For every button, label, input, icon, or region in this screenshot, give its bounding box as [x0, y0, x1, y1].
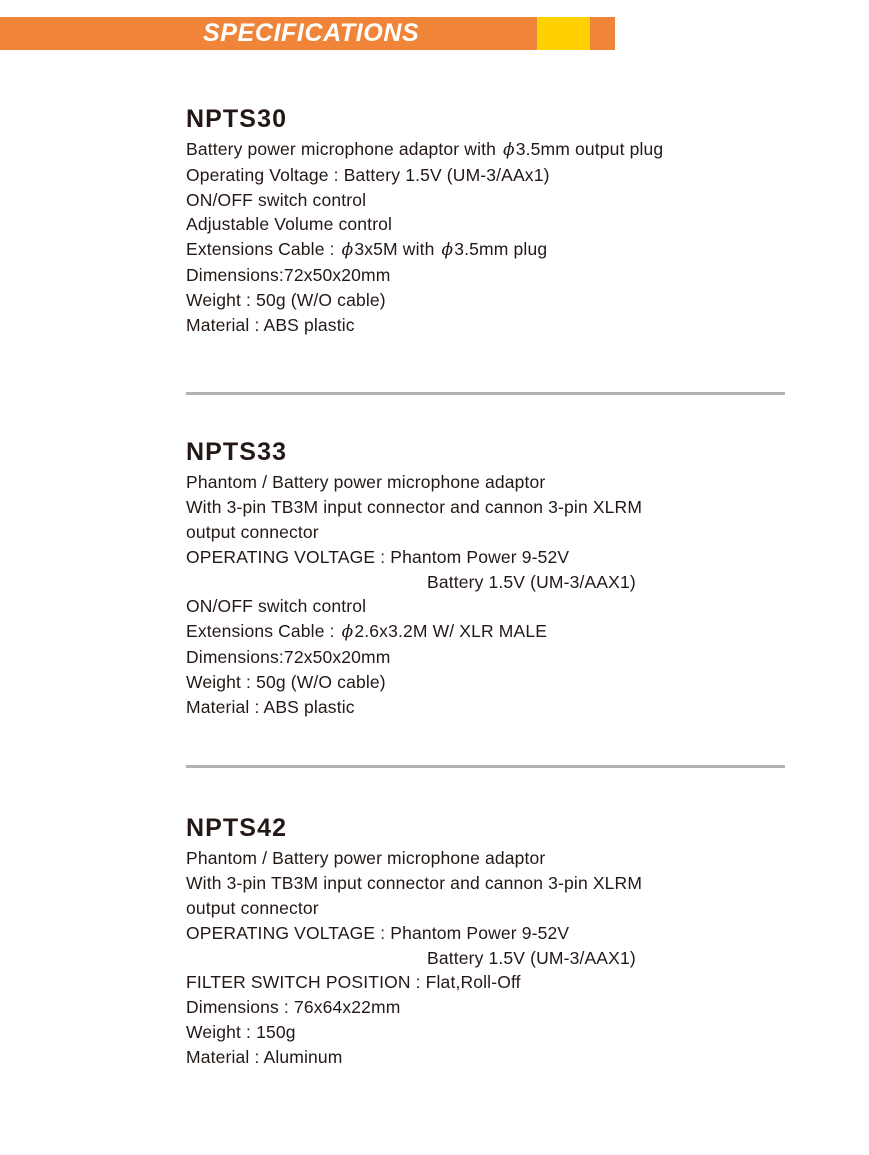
diameter-symbol-icon: ϕ	[341, 240, 354, 261]
spec-block-2	[186, 813, 806, 1069]
spec-model-title: NPTS33	[186, 438, 288, 467]
diameter-symbol-icon: ϕ	[503, 140, 515, 160]
spacer	[186, 337, 806, 392]
spec-line: Dimensions : 76x64x22mm	[186, 997, 401, 1018]
diameter-symbol-icon: ϕ	[441, 240, 454, 261]
spec-block-1	[186, 437, 806, 719]
spec-line: Weight : 50g (W/O cable)	[186, 289, 386, 310]
spacer	[186, 719, 806, 765]
spec-line-list-0	[186, 137, 806, 337]
spec-line: OPERATING VOLTAGE : Phantom Power 9-52V	[186, 546, 570, 567]
spec-line-list-1	[186, 470, 806, 719]
spec-line: ON/OFF switch control	[186, 189, 367, 210]
header-accent-block	[537, 17, 590, 50]
spec-line: Phantom / Battery power microphone adaptor	[186, 472, 546, 493]
spec-line: output connector	[186, 897, 319, 918]
spec-line: Weight : 150g	[186, 1021, 296, 1042]
spec-line: FILTER SWITCH POSITION : Flat,Roll-Off	[186, 972, 521, 993]
spec-model-title: NPTS30	[186, 105, 288, 133]
spec-model-title: NPTS42	[186, 814, 288, 843]
spec-block-0	[186, 104, 806, 337]
spec-line: Extensions Cable : ϕ3x5M with ϕ3.5mm plug	[186, 239, 548, 261]
spec-line: Battery 1.5V (UM-3/AAX1)	[427, 571, 636, 592]
spacer	[186, 768, 806, 813]
spec-line: Material : ABS plastic	[186, 696, 355, 717]
spec-line: ON/OFF switch control	[186, 596, 367, 617]
spacer	[186, 395, 806, 437]
specifications-list	[186, 104, 806, 1070]
spec-line: With 3-pin TB3M input connector and cannon 3-pin XLRM	[186, 497, 643, 518]
spec-line: Phantom / Battery power microphone adaptor	[186, 848, 546, 869]
header-banner	[0, 17, 615, 50]
spec-line: OPERATING VOLTAGE : Phantom Power 9-52V	[186, 922, 570, 943]
spec-line: Battery power microphone adaptor with ϕ3.5mm output plug	[186, 139, 664, 160]
diameter-symbol-icon: ϕ	[341, 622, 354, 643]
spec-line: output connector	[186, 521, 319, 542]
spec-line: Weight : 50g (W/O cable)	[186, 671, 386, 692]
spec-line: Battery 1.5V (UM-3/AAX1)	[427, 947, 636, 968]
spec-line: Dimensions:72x50x20mm	[186, 646, 391, 667]
spec-line: Operating Voltage : Battery 1.5V (UM-3/AAx1)	[186, 164, 550, 185]
spec-line: Material : Aluminum	[186, 1046, 343, 1067]
spec-line: Adjustable Volume control	[186, 214, 393, 235]
spec-line: Dimensions:72x50x20mm	[186, 264, 391, 285]
spec-line: Extensions Cable : ϕ2.6x3.2M W/ XLR MALE	[186, 621, 548, 643]
spec-line: With 3-pin TB3M input connector and cannon 3-pin XLRM	[186, 873, 643, 894]
page-title: SPECIFICATIONS	[203, 19, 420, 47]
spec-line: Material : ABS plastic	[186, 314, 355, 335]
spec-line-list-2	[186, 846, 806, 1069]
